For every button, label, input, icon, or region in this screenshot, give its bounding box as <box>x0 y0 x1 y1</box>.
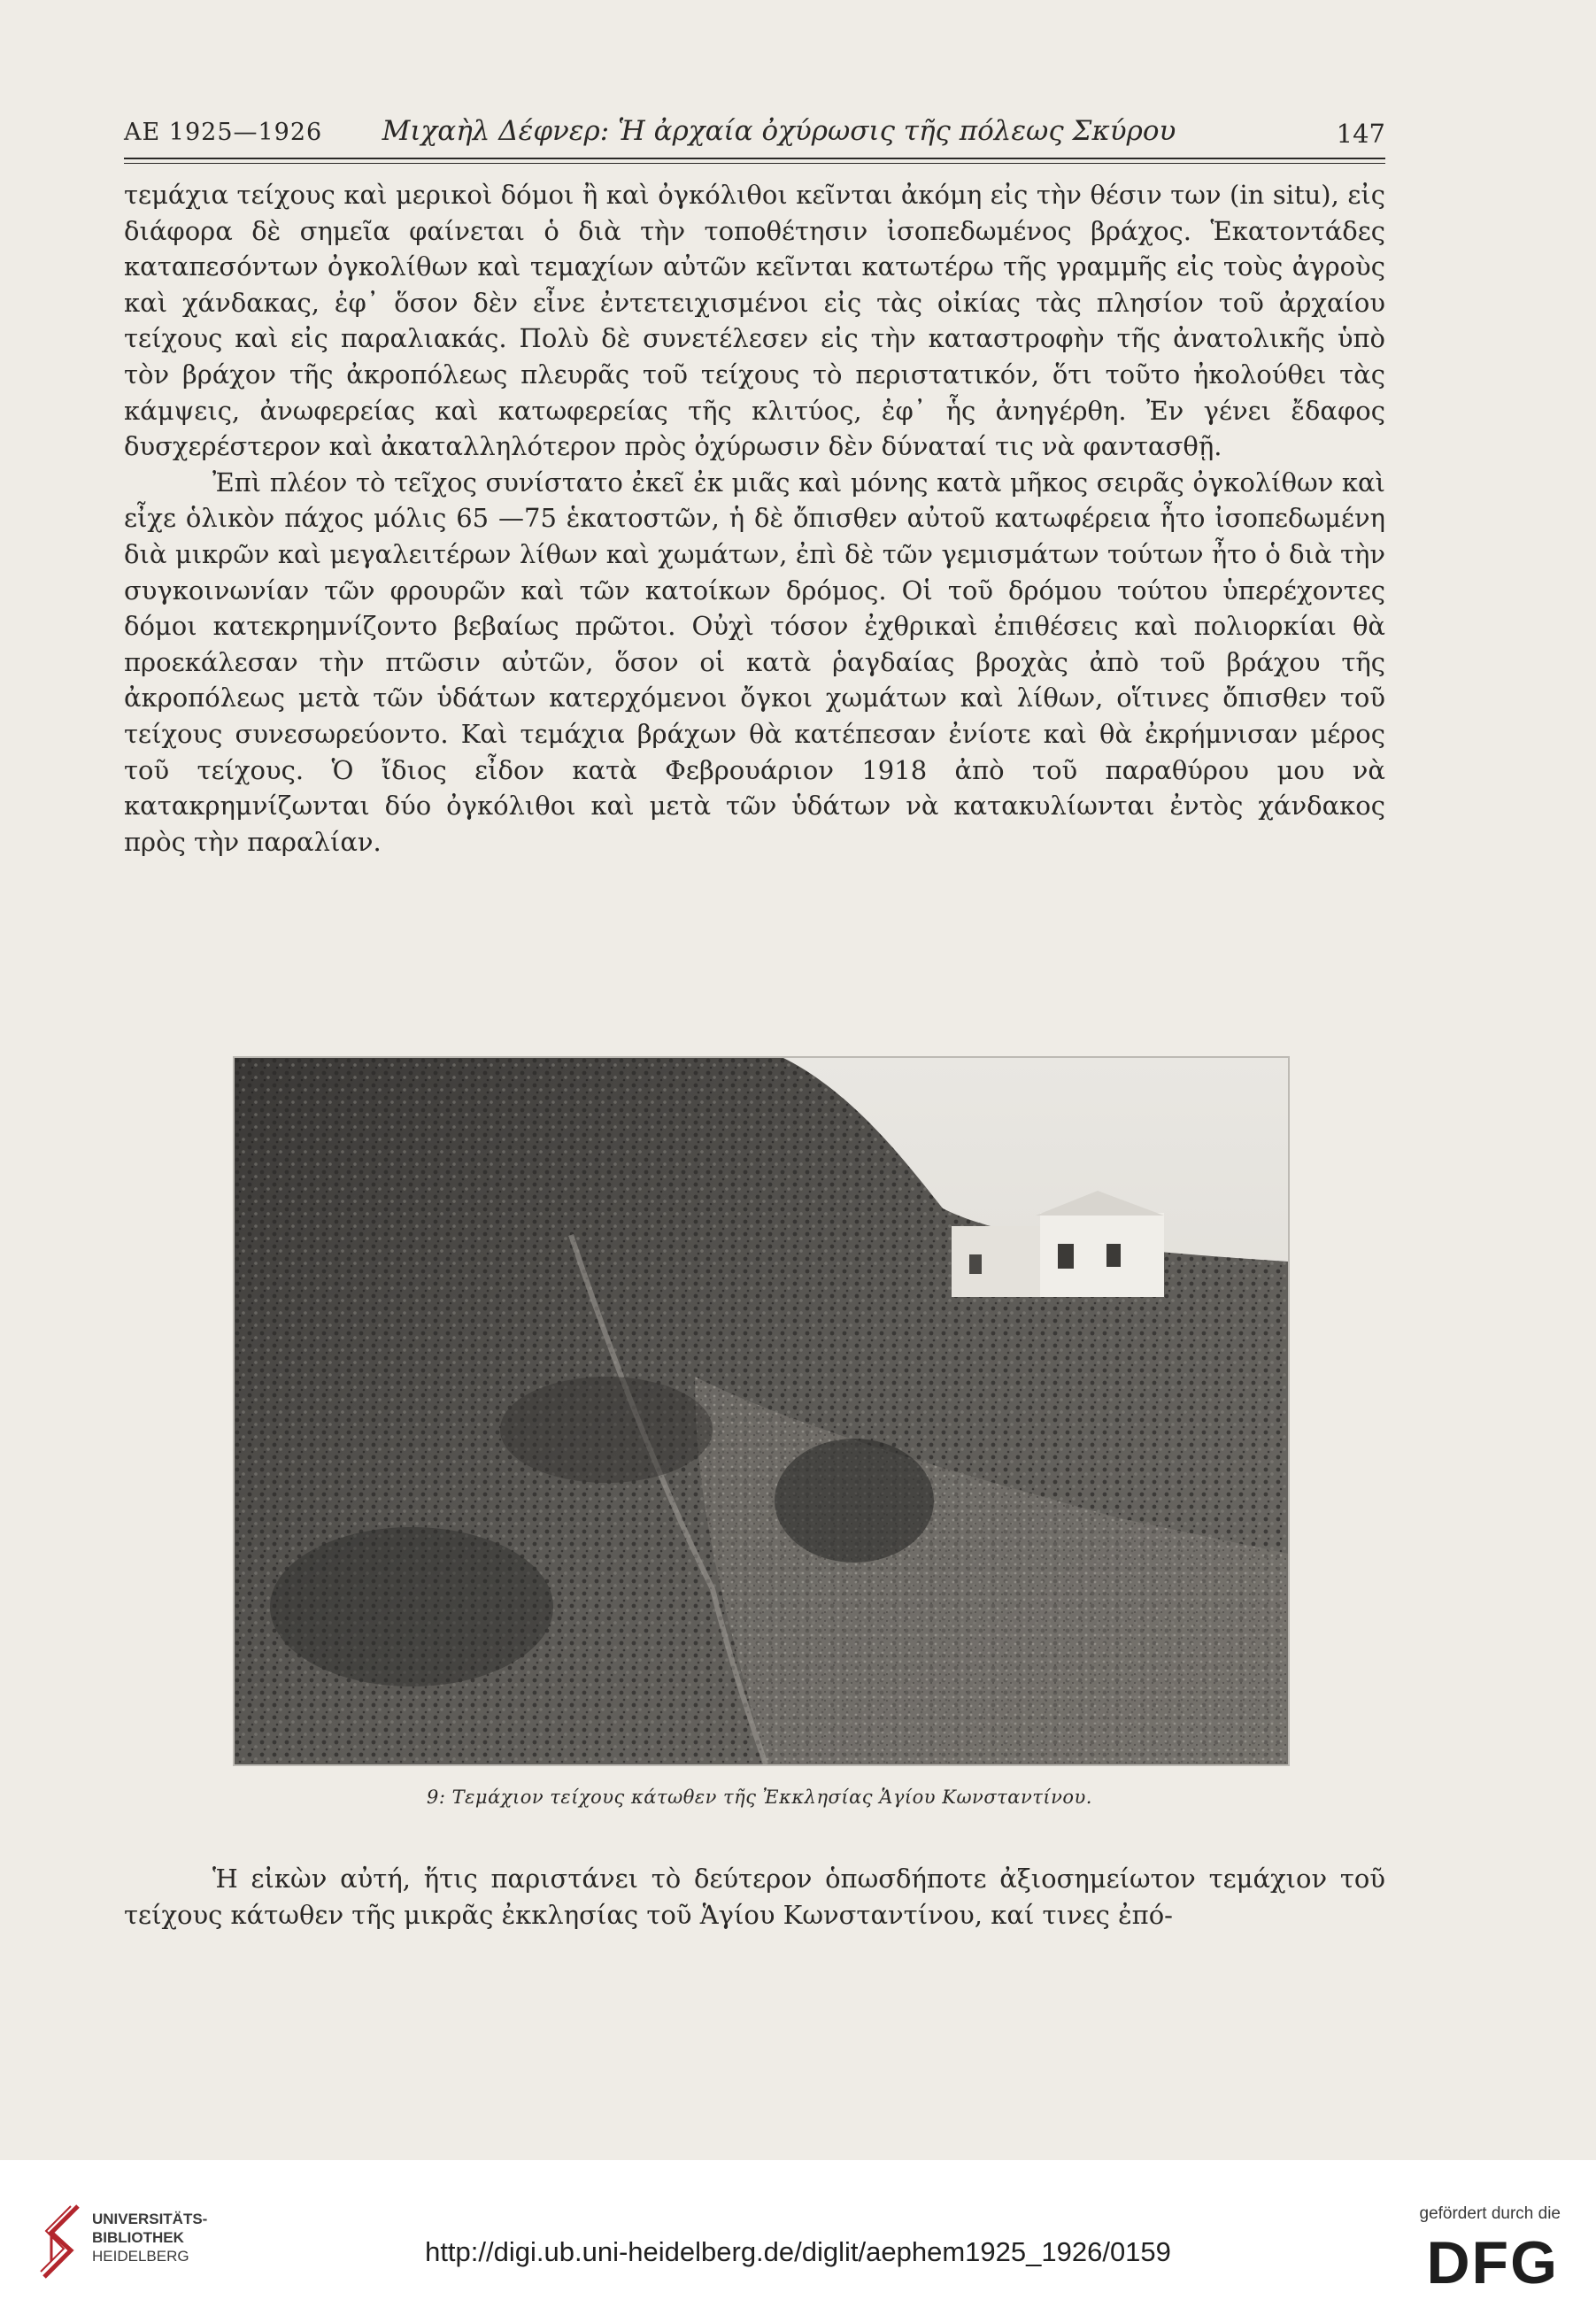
body-text <box>124 177 1385 860</box>
library-name: UNIVERSITÄTS- BIBLIOTHEK HEIDELBERG <box>92 2211 208 2265</box>
paragraph-3: Ἡ εἰκὼν αὐτή, ἥτις παριστάνει τὸ δεύτερον ὁπωσδήποτε ἀξιοσημείωτον τεμάχιον τοῦ τείχους κάτωθεν τῆς μικρᾶς ἐκκλησίας τοῦ Ἁγίου Κωνσταντίνου, καί τινες ἐπό- <box>124 1864 1385 1930</box>
paragraph-1: τεμάχια τείχους καὶ μερικοὶ δόμοι ἢ καὶ ὀγκόλιθοι κεῖνται ἀκόμη εἰς τὴν θέσιν των (in situ), εἰς διάφορα δὲ σημεῖα φαίνεται ὁ διὰ τὴν τοποθέτησιν ἰσοπεδωμένος βράχος. Ἑκατοντάδες καταπεσόντων ὀγκολίθων καὶ τεμαχίων αὐτῶν κεῖνται κατωτέρω τῆς γραμμῆς εἰς τοὺς ἀγροὺς καὶ χάνδακας, ἐφ᾽ ὅσον δὲν εἶνε ἐντετειχισμένοι εἰς τὰς οἰκίας τὰς πλησίον τοῦ ἀρχαίου τείχους καὶ εἰς παραλιακάς. Πολὺ δὲ συνετέλεσεν εἰς τὴν καταστροφὴν τῆς ἀνατολικῆς ὑπὸ τὸν βράχον τῆς ἀκροπόλεως πλευρᾶς τοῦ τείχους τὸ περιστατικόν, ὅτι τοῦτο ἠκολούθει τὰς κάμψεις, ἀνωφερείας καὶ κατωφερείας τῆς κλιτύος, ἐφ᾽ ἧς ἀνηγέρθη. Ἐν γένει ἔδαφος δυσχερέστερον καὶ ἀκαταλληλότερον πρὸς ὀχύρωσιν δὲν δύναταί τις νὰ φαντασθῇ. <box>124 180 1385 462</box>
wall-fragment-photo <box>235 1058 1288 1764</box>
running-title: Μιχαὴλ Δέφνερ: Ἡ ἀρχαία ὀχύρωσις τῆς πόλεως Σκύρου <box>382 115 1176 147</box>
header-rule <box>124 158 1385 159</box>
body-text-continued <box>124 1861 1385 1933</box>
dfg-logo: DFG <box>1426 2229 1559 2296</box>
figure-photograph <box>233 1056 1290 1766</box>
permalink-url[interactable]: http://digi.ub.uni-heidelberg.de/diglit/aephem1925_1926/0159 <box>425 2236 1171 2267</box>
running-header <box>124 113 1385 152</box>
journal-volume: ΑΕ 1925—1926 <box>124 119 323 146</box>
page-number: 147 <box>1336 119 1385 149</box>
figure-caption: 9: Τεμάχιον τείχους κάτωθεν τῆς Ἐκκλησίας Ἁγίου Κωνσταντίνου. <box>427 1787 1092 1808</box>
digitization-footer <box>0 2160 1596 2323</box>
header-rule-thin <box>124 163 1385 164</box>
paragraph-2: Ἐπὶ πλέον τὸ τεῖχος συνίστατο ἐκεῖ ἐκ μιᾶς καὶ μόνης κατὰ μῆκος σειρᾶς ὀγκολίθων καὶ εἶχε ὁλικὸν πάχος μόλις 65 —75 ἑκατοστῶν, ἡ δὲ ὄπισθεν αὐτοῦ κατωφέρεια ἦτο ἰσοπεδωμένη διὰ μικρῶν καὶ μεγαλειτέρων λίθων καὶ χωμάτων, ἐπὶ δὲ τῶν γεμισμάτων τούτων ἦτο ὁ διὰ τὴν συγκοινωνίαν τῶν φρουρῶν καὶ τῶν κατοίκων δρόμος. Οἱ τοῦ δρόμου τούτου ὑπερέχοντες δόμοι κατεκρημνίζοντο βεβαίως πρῶτοι. Οὐχὶ τόσον ἐχθρικαὶ ἐπιθέσεις καὶ πολιορκίαι θὰ προεκάλεσαν τὴν πτῶσιν αὐτῶν, ὅσον οἱ κατὰ ῥαγδαίας βροχὰς ἀπὸ τοῦ βράχου τῆς ἀκροπόλεως μετὰ τῶν ὑδάτων κατερχόμενοι ὄγκοι χωμάτων καὶ λίθων, οἵτινες ὄπισθεν τοῦ τείχους συνεσωρεύοντο. Καὶ τεμάχια βράχων θὰ κατέπεσαν ἐνίοτε καὶ θὰ ἐκρήμνισαν μέρος τοῦ τείχους. Ὁ ἴδιος εἶδον κατὰ Φεβρουάριον 1918 ἀπὸ τοῦ παραθύρου μου νὰ κατακρημνίζωνται δύο ὀγκόλιθοι καὶ μετὰ τῶν ὑδάτων νὰ κατακυλίωνται ἐντὸς χάνδακος πρὸς τὴν παραλίαν. <box>124 467 1385 857</box>
funding-label: gefördert durch die <box>1419 2204 1561 2223</box>
